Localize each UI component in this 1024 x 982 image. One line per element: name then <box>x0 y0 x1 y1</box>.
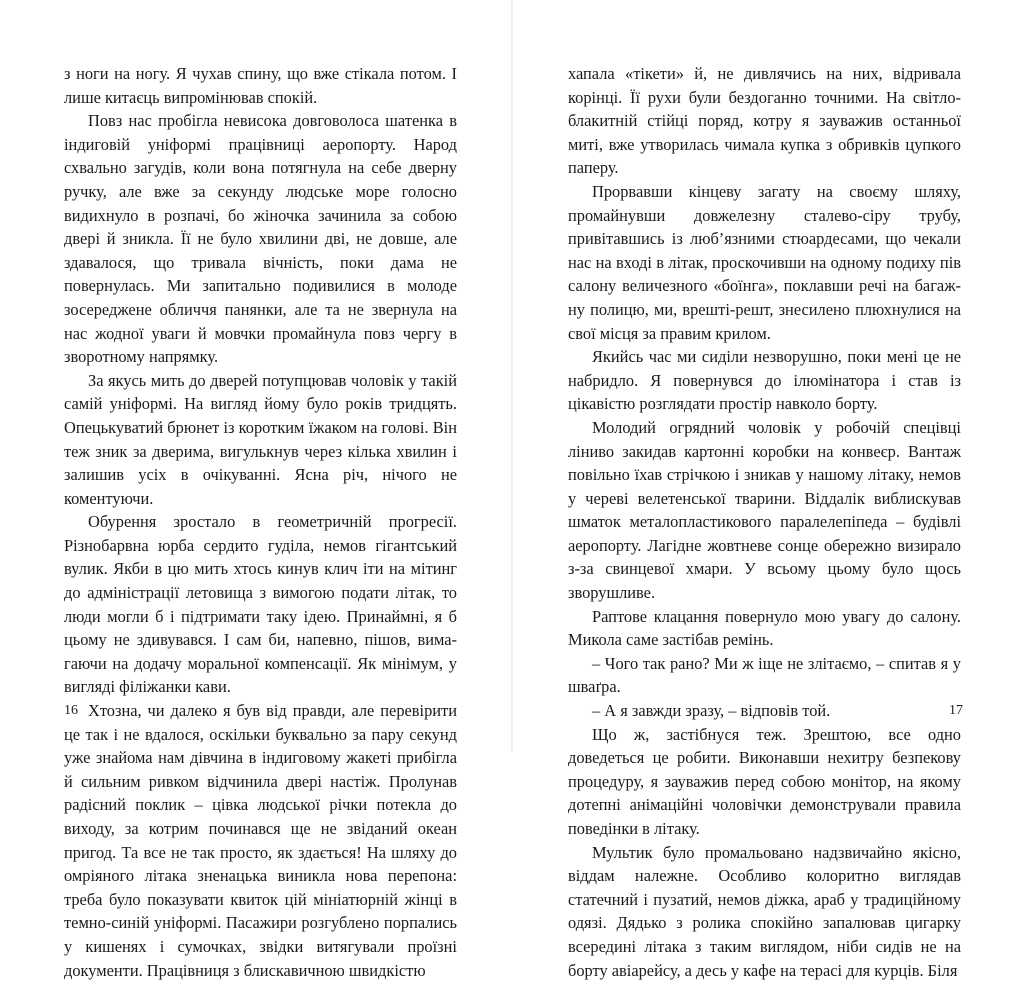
paragraph: За якусь мить до дверей потупцював чоловік у такій самій уніформі. На вигляд йому було років тридцять. Опецькуватий брюнет із коротким їжаком на голові. Він теж зник за дверима, вигулькнув через кілька хвилин і залишив усіх в очікуванні. Ясна річ, нічого не коментуючи. <box>64 370 457 508</box>
paragraph: хапала «тікети» й, не дивлячись на них, відривала корінці. Її рухи були бездоганно точними. На світло-блакитній стійці поряд, котру я зауважив останньої миті, вже утворилась чимала купка з обривків цупкого паперу. <box>568 64 961 178</box>
paragraph: Хтозна, чи далеко я був від правди, але перевірити це так і не вдалося, оскільки буквально за пару секунд уже знайома нам дівчина в індиговому жакеті прибігла й сильним ривком відчинила двері настіж. Пролунав радісний поклик – цівка людської річки потекла до виходу, за котрим починався ще не звіданий океан пригод. Та все не так просто, як здається! На шляху до омріяного літака зненацька виникла нова перепона: треба було показувати квиток цій мініатюрній жінці в темно-синій уніформі. Пасажири розгублено порпались у кишенях і сумочках, звідки витягували проїзні документи. Працівниця з блискавичною швидкістю <box>64 701 457 980</box>
paragraph: Прорвавши кінцеву загату на своєму шляху, промайнувши довжелезну сталево-сіру трубу, привітавшись із люб’язними стюардесами, що чекали нас на вході в літак, проскочивши на одному подиху пів салону величезного «боїнга», поклавши речі на багажну полицю, ми, врешті-решт, знесилено плюхнулися на свої місця за правим крилом. <box>568 181 961 343</box>
paragraph: Раптове клацання повернуло мою увагу до салону. Микола саме застібав ремінь. <box>568 606 961 650</box>
page-number: 17 <box>949 703 963 718</box>
paragraph: Якийсь час ми сиділи незворушно, поки мені це не набридло. Я повернувся до ілюмінатора і став із цікавістю розглядати простір навколо борту. <box>568 347 961 414</box>
paragraph: Молодий огрядний чоловік у робочій спецівці ліниво закидав картонні коробки на конвеєр. Вантаж повільно їхав стрічкою і зникав у нашому літаку, немов у череві велетенської тварини. Віддалік виблискував шматок металопластикового паралелепіпеда – будівлі аеропорту. Лагідне жовтневе сонце обережно визирало з-за свинцевої хмари. У всьому цьому було щось зворушливе. <box>568 417 961 603</box>
page-number: 16 <box>64 703 78 718</box>
dialogue-line: – А я завжди зразу, – відповів той. <box>592 701 831 721</box>
dialogue-line: – Чого так рано? Ми ж іще не злітаємо, – спитав я у шваґра. <box>568 653 961 697</box>
left-page-text <box>64 62 457 982</box>
paragraph: Що ж, застібнуся теж. Зрештою, все одно доведеться це робити. Виконавши нехитру безпекову процедуру, я зауважив перед собою монітор, на якому дотепні анімаційні чоловічки демонстрували правила поведінки в літаку. <box>568 724 961 838</box>
paragraph: з ноги на ногу. Я чухав спину, що вже стікала потом. І лише китаєць випромінював спокій. <box>64 64 457 107</box>
left-page <box>0 0 512 980</box>
paragraph: Повз нас пробігла невисока довговолоса шатенка в індиговій уніформі працівниці аеропорту. Народ схвально загудів, коли вона потягнула на себе дверну ручку, але вже за секунду людське море голосно видихнуло в розпачі, бо жіночка зачинила за собою двері й зникла. Її не було хвилини дві, не довше, але здавалося, що тривала вічність, поки дама не повернулась. Ми запитально подивилися в молоде зосереджене обличчя панянки, але та не звернула на нас жодної уваги й мовчки промайнула повз чергу в зворотному напрямку. <box>64 111 457 367</box>
right-page <box>512 0 1024 980</box>
paragraph: Мультик було промальовано надзвичайно якісно, віддам належне. Особливо колоритно виглядав статечний і пузатий, немов діжка, араб у традиційному одязі. Дядько з ролика спокійно запалював цигарку всередині літака з таким виглядом, ніби сидів не на борту авіарейсу, а десь у кафе на терасі для курців. Біля <box>568 842 961 980</box>
paragraph: Обурення зростало в геометричній прогресії. Різнобарвна юрба сердито гуділа, немов гігантський вулик. Якби в цю мить хтось кинув клич іти на мітинг до адміністрації летовища з вимогою подати літак, то люди могли б і підтримати таку ідею. Принаймні, я б цьому не здивувався. І сам би, напевно, пішов, вимагаючи на додачу моральної компенсації. Як мінімум, у вигляді філіжанки кави. <box>64 512 457 697</box>
right-page-text <box>568 62 961 982</box>
